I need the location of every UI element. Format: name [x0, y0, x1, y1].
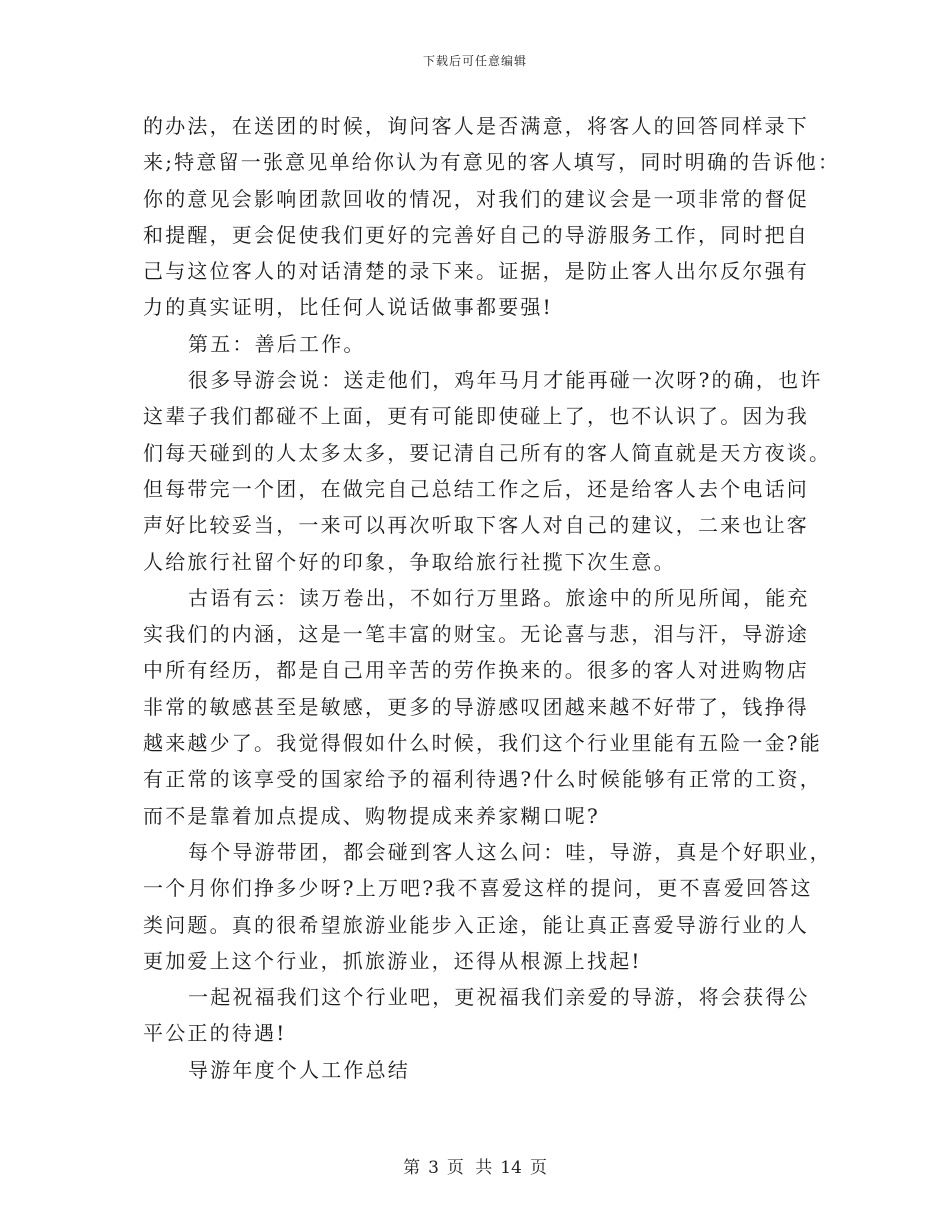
- text-line: 非常的敏感甚至是敏感，更多的导游感叹团越来越不好带了，钱挣得: [143, 694, 809, 719]
- text-line: 类问题。真的很希望旅游业能步入正途，能让真正喜爱导游行业的人: [143, 912, 809, 937]
- text-line: 而不是靠着加点提成、购物提成来养家糊口呢?: [143, 803, 600, 828]
- text-line: 但每带完一个团，在做完自己总结工作之后，还是给客人去个电话问: [143, 476, 809, 501]
- footer-middle: 页 共: [446, 1158, 493, 1178]
- text-line: 的办法，在送团的时候，询问客人是否满意，将客人的回答同样录下: [143, 114, 809, 138]
- footer-total-pages: 14: [500, 1158, 522, 1178]
- text-line: 古语有云：读万卷出，不如行万里路。旅途中的所见所闻，能充: [188, 585, 810, 610]
- footer-prefix: 第: [403, 1158, 421, 1178]
- footer-current-page: 3: [428, 1158, 439, 1178]
- text-line: 一起祝福我们这个行业吧，更祝福我们亲爱的导游，将会获得公: [188, 985, 810, 1010]
- page-footer: [0, 1153, 950, 1178]
- text-line: 来;特意留一张意见单给你认为有意见的客人填写，同时明确的告诉他：: [143, 150, 841, 175]
- text-line: 人给旅行社留个好的印象，争取给旅行社揽下次生意。: [143, 549, 676, 574]
- text-line: 每个导游带团，都会碰到客人这么问：哇，导游，真是个好职业，: [188, 839, 832, 864]
- text-line: 第五：善后工作。: [188, 331, 366, 356]
- text-line: 很多导游会说：送走他们，鸡年马月才能再碰一次呀?的确，也许: [188, 368, 823, 393]
- text-line: 有正常的该享受的国家给予的福利待遇?什么时候能够有正常的工资，: [143, 767, 822, 792]
- text-line: 更加爱上这个行业，抓旅游业，还得从根源上找起!: [143, 948, 642, 973]
- text-line: 你的意见会影响团款回收的情况，对我们的建议会是一项非常的督促: [143, 186, 809, 211]
- text-line: 这辈子我们都碰不上面，更有可能即使碰上了，也不认识了。因为我: [143, 404, 809, 429]
- text-line: 己与这位客人的对话清楚的录下来。证据，是防止客人出尔反尔强有: [143, 259, 809, 284]
- text-line: 导游年度个人工作总结: [188, 1057, 410, 1082]
- page-header: 下载后可任意编辑: [422, 54, 527, 68]
- footer-suffix: 页: [529, 1158, 547, 1178]
- text-line: 们每天碰到的人太多太多，要记清自己所有的客人简直就是天方夜谈。: [143, 440, 832, 465]
- text-line: 平公正的待遇!: [143, 1021, 287, 1046]
- text-line: 越来越少了。我觉得假如什么时候，我们这个行业里能有五险一金?能: [143, 731, 822, 756]
- document-body: [143, 108, 841, 1088]
- text-line: 一个月你们挣多少呀?上万吧?我不喜爱这样的提问，更不喜爱回答这: [143, 876, 813, 901]
- text-line: 声好比较妥当，一来可以再次听取下客人对自己的建议，二来也让客: [143, 513, 809, 538]
- text-line: 实我们的内涵，这是一笔丰富的财宝。无论喜与悲，泪与汗，导游途: [143, 622, 809, 647]
- text-line: 中所有经历，都是自己用辛苦的劳作换来的。很多的客人对进购物店: [143, 658, 809, 683]
- text-line: 力的真实证明，比任何人说话做事都要强!: [143, 295, 553, 320]
- text-line: 和提醒，更会促使我们更好的完善好自己的导游服务工作，同时把自: [143, 222, 809, 247]
